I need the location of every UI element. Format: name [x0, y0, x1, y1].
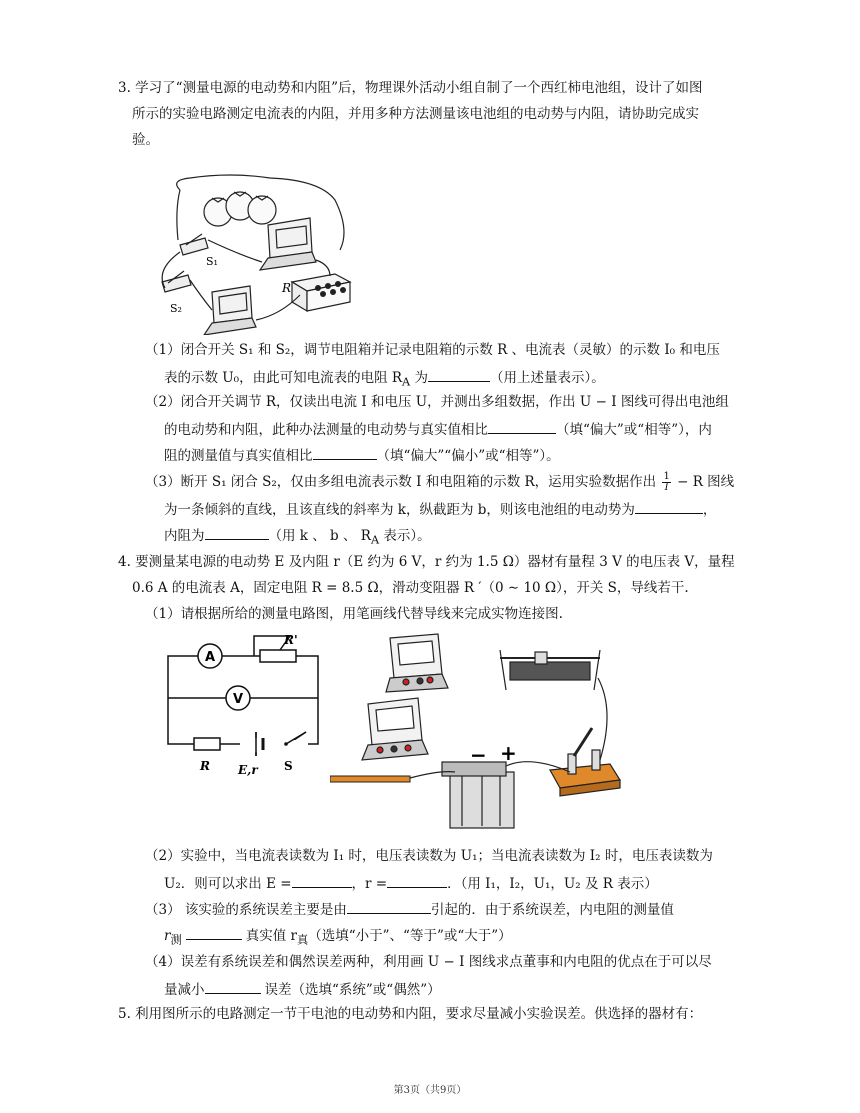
q4-part4-text-b: 误差（选填“系统”或“偶然”） [264, 982, 441, 998]
q3-part2-line-1: （2）闭合开关调节 R，仅读出电流 I 和电压 U，并测出多组数据，作出 U − I 图线可得出电池组 [145, 394, 729, 410]
fraction-numerator: 1 [663, 471, 670, 482]
q3-part1-post: （用上述量表示）。 [489, 370, 605, 386]
q4-stem-line-1: 4. 要测量某电源的电动势 E 及内阻 r（E 约为 6 V，r 约为 1.5 Ω）器材有量程 3 V 的电压表 V，量程 [118, 554, 735, 570]
q3-part3-fraction [662, 472, 670, 493]
q5-stem-line-1: 5. 利用图所示的电路测定一节干电池的电动势和内阻，要求尽量减小实验误差。供选择的器材有： [118, 1006, 703, 1022]
q4-part3-r-measured: r [164, 928, 171, 944]
q3-part2-line-3 [164, 444, 560, 466]
page-footer: 第3页（共9页） [393, 1085, 467, 1096]
rheostat-label: R' [284, 633, 298, 647]
ammeter-device [362, 698, 428, 760]
q3-part3-text-f: （用 k 、 b 、 R [268, 528, 371, 544]
q3-part2-blank-resistance[interactable] [313, 444, 377, 460]
q3-part3-line-2 [164, 498, 716, 520]
q4-part2-line-2 [164, 872, 658, 894]
s2-label: S₂ [170, 302, 182, 315]
q3-part3-text-b: − R 图线 [672, 474, 735, 490]
q4-part3-blank-compare[interactable] [186, 924, 242, 940]
q3-part2-text-a: 的电动势和内阻，此种办法测量的电动势与真实值相比 [164, 422, 488, 438]
battery-label: E,r [238, 763, 258, 777]
voltmeter-device [386, 634, 448, 692]
tomato-battery-circuit-figure [150, 170, 360, 335]
q4-part2-line-1: （2）实验中，当电流表读数为 I₁ 时，电压表读数为 U₁；当电流表读数为 I₂ 时，电压表读数为 [145, 848, 713, 864]
q4-part3-line-1 [145, 898, 674, 920]
q3-part1-sub: A [402, 375, 411, 389]
q4-part1-line: （1）请根据所给的测量电路图，用笔画线代替导线来完成实物连接图. [145, 606, 563, 622]
q3-part3-sub: A [370, 533, 380, 547]
q4-part2-text-c: ．（用 I₁，I₂，U₁，U₂ 及 R 表示） [447, 876, 658, 892]
q3-stem-line-3: 验。 [132, 132, 159, 148]
q4-circuit-schematic [160, 628, 330, 778]
q3-part1-answer-blank[interactable] [428, 366, 490, 382]
q3-part3-text-g: 表示）。 [379, 528, 431, 544]
q4-part2-text-b: ，r = [351, 876, 388, 892]
q4-part3-sub-measured: 测 [170, 933, 182, 947]
q3-part2-blank-emf[interactable] [488, 418, 556, 434]
q4-apparatus-drawing [330, 630, 630, 830]
q4-part4-text-a: 量减小 [164, 982, 205, 998]
q4-part3-text-b: 引起的．由于系统误差，内电阻的测量值 [430, 902, 674, 918]
q4-part2-blank-r[interactable] [387, 872, 447, 888]
q4-part4-line-1: （4）误差有系统误差和偶然误差两种，利用画 U − I 图线求点董事和内电阻的优点在于可以尽 [145, 954, 712, 970]
knife-switch-device [550, 728, 620, 796]
q4-stem-line-2: 0.6 A 的电流表 A，固定电阻 R = 8.5 Ω，滑动变阻器 R ′（0 ∼ 10 Ω），开关 S，导线若干. [132, 580, 689, 596]
q3-part3-line-1 [145, 472, 734, 493]
q3-part1-line-2 [164, 366, 605, 393]
q4-part2-text-a: U₂．则可以求出 E = [164, 876, 292, 892]
q4-part3-text-a: （3） 该实验的系统误差主要是由 [145, 902, 347, 918]
q4-part4-line-2 [164, 978, 441, 1000]
switch-label: S [284, 759, 293, 773]
q3-part3-text-e: 内阻为 [164, 528, 205, 544]
q3-part1-mid: 为 [410, 370, 428, 386]
q4-part4-blank-error[interactable] [205, 978, 261, 994]
q3-part1-line-1: （1）闭合开关 S₁ 和 S₂，调节电阻箱并记录电阻箱的示数 R 、电流表（灵敏）的示数 I₀ 和电压 [145, 342, 720, 358]
q3-part3-text-a: （3）断开 S₁ 闭合 S₂，仅由多组电流表示数 I 和电阻箱的示数 R，运用实验数据作出 [145, 474, 657, 490]
q4-part3-blank-cause[interactable] [347, 898, 431, 914]
q4-part3-text-c: 真实值 r [245, 928, 297, 944]
battery-plus-sign: + [500, 741, 517, 765]
q3-part3-text-c: 为一条倾斜的直线，且该直线的斜率为 k，纵截距为 b，则该电池组的电动势为 [164, 502, 635, 518]
battery-minus-sign: − [470, 743, 487, 767]
q3-part3-blank-resistance[interactable] [205, 524, 269, 540]
s1-label: S₁ [206, 255, 218, 268]
ammeter-symbol-label: A [204, 650, 216, 665]
q3-part2-line-2 [164, 418, 712, 440]
q3-part3-text-d: ， [702, 502, 717, 518]
q4-part2-blank-emf[interactable] [292, 872, 352, 888]
q3-part3-line-3 [164, 524, 431, 551]
resistor-label: R [200, 759, 210, 773]
q3-part2-text-c: 阻的测量值与真实值相比 [164, 448, 313, 464]
q4-part3-sub-true: 真 [296, 933, 309, 947]
q3-part2-text-d: （填“偏大”“偏小”或“相等”）。 [376, 448, 560, 464]
q3-stem-line-2: 所示的实验电路测定电流表的内阻，并用多种方法测量该电池组的电动势与内阻，请协助完成实 [132, 106, 699, 122]
fraction-denominator: I [664, 482, 669, 493]
resistance-box-label: R [282, 281, 292, 295]
voltmeter-symbol-label: V [232, 692, 244, 707]
q3-part1-text: 表的示数 U₀，由此可知电流表的电阻 R [164, 370, 403, 386]
q3-part2-text-b: （填“偏大”或“相等”），内 [556, 422, 712, 438]
q4-part3-line-2 [164, 924, 512, 951]
q4-part3-text-d: （选填“小于”、“等于”或“大于”） [308, 928, 512, 944]
rheostat-device [500, 650, 600, 690]
q3-part3-blank-emf[interactable] [635, 498, 703, 514]
q3-stem-line-1: 3. 学习了“测量电源的电动势和内阻”后，物理课外活动小组自制了一个西红柿电池组，设计了如图 [118, 80, 703, 96]
